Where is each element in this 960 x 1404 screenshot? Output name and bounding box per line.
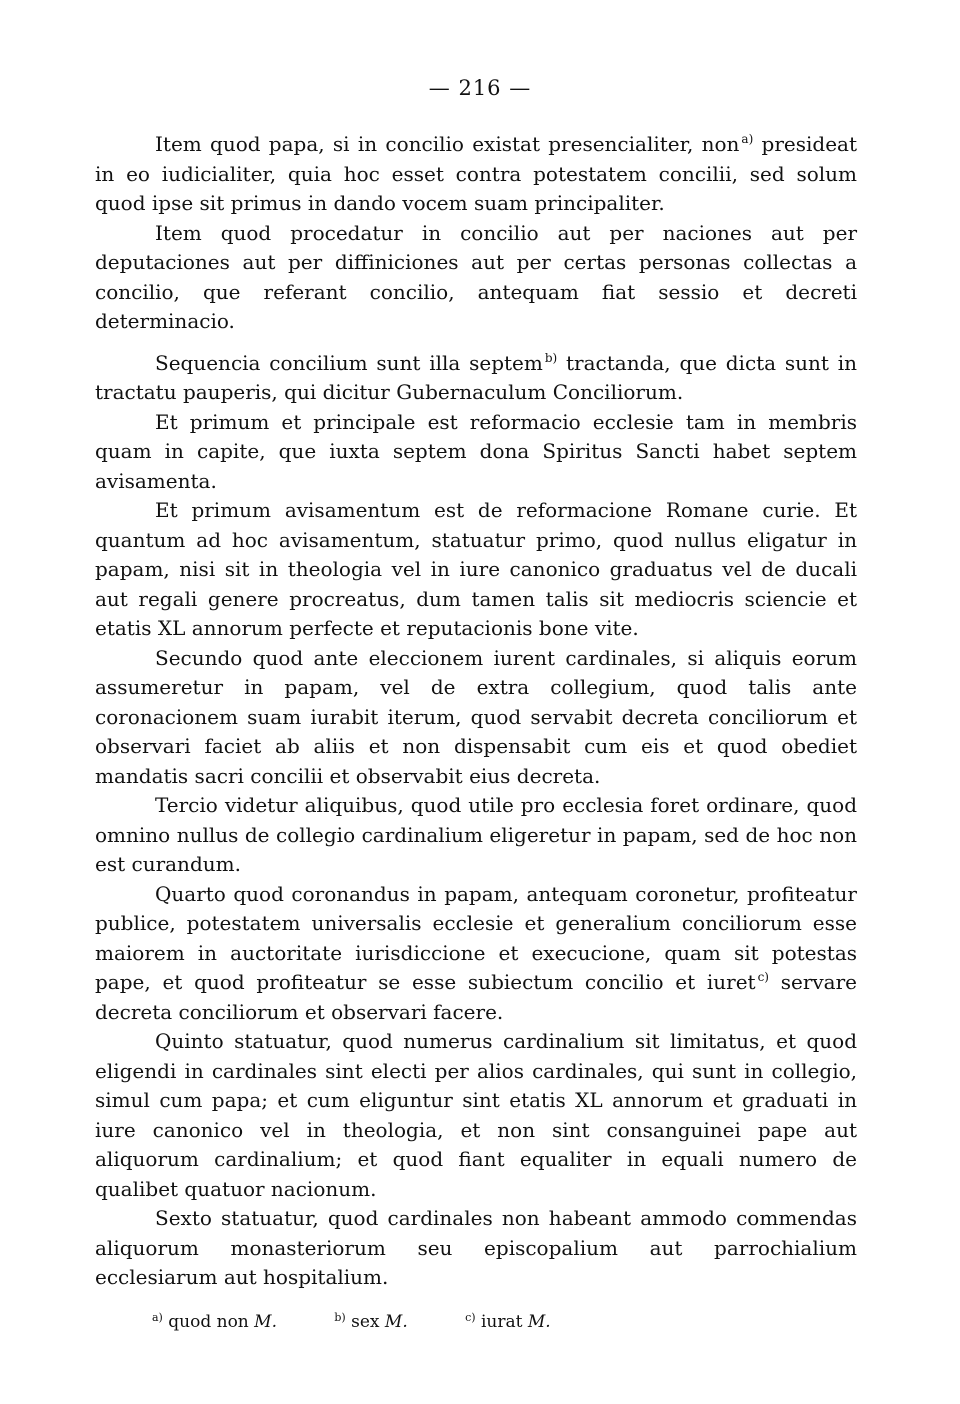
footnote-mark: c) [465,1311,476,1324]
paragraph-text: Sequencia concilium sunt illa septem [155,350,543,375]
footnotes [152,1312,603,1332]
footnote-source: M. [527,1312,551,1332]
paragraph-10: Sexto statuatur, quod cardinales non habeant ammodo commendas aliquorum monasteriorum seu episcopalium aut parrochialium ecclesiarum aut hospitalium. [95,1206,857,1289]
paragraph-9: Quinto statuatur, quod numerus cardinalium sit limitatus, et quod eligendi in cardinales sint electi per alios cardinales, qui sunt in collegio, simul cum papa; et cum eliguntur sint etatis XL annorum et graduati in iure canonico vel in theologia, et non sint consanguinei pape aut aliquorum cardinalium; et quod fiant equaliter in equali numero de qualibet quatuor nacionum. [95,1029,857,1201]
footnote-c [465,1312,551,1332]
footnote-text: sex [345,1312,385,1332]
paragraph-7: Tercio videtur aliquibus, quod utile pro ecclesia foret ordinare, quod omnino nullus de collegio cardinalium eligeretur in papam, sed de hoc non est curandum. [95,793,857,876]
paragraph-text: tractanda, que dicta sunt in tractatu pauperis, qui dicitur Gubernaculum Conciliorum. [95,350,857,404]
paragraph-6: Secundo quod ante eleccionem iurent cardinales, si aliquis eorum assumeretur in papam, vel de extra collegium, quod talis ante coronacionem suam iurabit iterum, quod servabit decreta conciliorum et observari faciet ab aliis et non dispensabit cum eis et quod obediet mandatis sacri concilii et observabit eius decreta. [95,645,857,788]
paragraph-text: servare decreta conciliorum et observari facere. [95,970,857,1024]
paragraph-3 [95,349,857,408]
footnote-b [334,1312,407,1332]
footnote-marker-a: a) [741,132,754,146]
footnote-marker-b: b) [544,350,558,365]
footnote-text: iurat [475,1312,528,1332]
paragraph-text: presideat in eo iudicialiter, quia hoc esset contra potestatem concilii, sed solum quod ipse sit primus in dando vocem suam principaliter. [95,132,857,215]
paragraph-4: Et primum et principale est reformacio ecclesie tam in membris quam in capite, que iuxta septem dona Spiritus Sancti habet septem avisamenta. [95,409,857,493]
paragraph-text: Quarto quod coronandus in papam, antequam coronetur, profiteatur publice, potestatem universalis ecclesie et generalium conciliorum esse maiorem in auctoritate iurisdiccione et execucione, quam sit potestas pape, et quod profiteatur se esse subiectum concilio et iuret [95,881,857,994]
footnote-marker-c: c) [757,970,769,984]
footnote-source: M. [254,1312,277,1332]
paragraph-1 [95,130,857,219]
body-text [95,130,857,1293]
footnote-text: quod non [162,1312,255,1332]
paragraph-text: Item quod papa, si in concilio existat presencialiter, non [155,132,740,156]
paragraph-5: Et primum avisamentum est de reformacione Romane curie. Et quantum ad hoc avisamentum, statuatur primo, quod nullus eligatur in papam, nisi sit in theologia vel in iure canonico graduatus vel de ducali aut regali genere procreatus, dum tamen talis sit mediocris sciencie et etatis XL annorum perfecte et reputacionis bone vite. [95,498,857,640]
paragraph-8 [95,880,857,1028]
paragraph-2: Item quod procedatur in concilio aut per naciones aut per deputaciones aut per diffiniciones aut per certas personas collectas a concilio, que referant concilio, antequam fiat sessio et decreti determinacio. [95,220,857,333]
footnote-a [152,1312,277,1332]
page-number: — 216 — [428,76,532,100]
footnote-mark: b) [334,1311,346,1324]
footnote-source: M. [384,1312,408,1332]
footnote-mark: a) [152,1311,163,1324]
